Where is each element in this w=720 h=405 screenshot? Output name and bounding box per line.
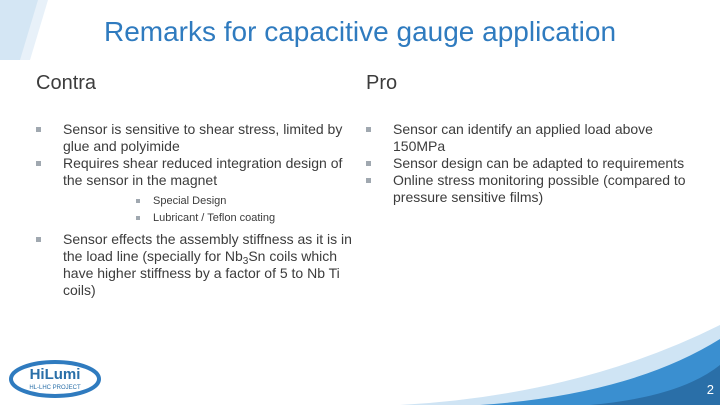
sub-bullet-icon xyxy=(136,199,140,203)
pro-list xyxy=(366,121,696,206)
slide-title: Remarks for capacitive gauge application xyxy=(103,16,617,47)
pro-item-text: Sensor can identify an applied load above 150MPa xyxy=(393,121,653,154)
logo-subtext: HL-LHC PROJECT xyxy=(29,385,81,391)
pro-item-text: Sensor design can be adapted to requirements xyxy=(393,155,685,171)
hilumi-logo xyxy=(8,358,103,400)
bullet-icon xyxy=(36,127,41,132)
bullet-icon xyxy=(36,161,41,166)
contra-subitem xyxy=(63,210,356,227)
contra-item3-post: Sn coils which have higher stiffness by a factor of 5 to Nb Ti coils) xyxy=(63,248,340,298)
contra-subitem-text: Lubricant / Teflon coating xyxy=(153,212,276,224)
contra-subitem xyxy=(63,193,356,210)
bullet-icon xyxy=(366,161,371,166)
contra-item xyxy=(36,155,356,227)
pro-item xyxy=(366,172,696,206)
pro-item xyxy=(366,121,696,155)
contra-item3-pre: Sensor effects the assembly stiffness as it is in the load line (specially for Nb xyxy=(63,231,352,264)
pro-item xyxy=(366,155,696,172)
page-number: 2 xyxy=(706,382,714,397)
contra-item-text: Sensor is sensitive to shear stress, limited by glue and polyimide xyxy=(63,121,343,154)
bullet-icon xyxy=(366,127,371,132)
contra-subitem-text: Special Design xyxy=(153,195,227,207)
pro-item-text: Online stress monitoring possible (compared to pressure sensitive films) xyxy=(393,172,686,205)
contra-sublist xyxy=(63,193,356,227)
pro-heading: Pro xyxy=(366,72,398,94)
contra-item xyxy=(36,231,356,299)
contra-item3-sub: 3 xyxy=(242,256,249,267)
bullet-icon xyxy=(366,178,371,183)
bullet-icon xyxy=(36,237,41,242)
contra-heading: Contra xyxy=(36,72,97,94)
bottom-right-band-decoration xyxy=(360,325,720,405)
contra-list xyxy=(36,121,356,299)
contra-item-text: Requires shear reduced integration design of the sensor in the magnet xyxy=(63,155,343,188)
sub-bullet-icon xyxy=(136,216,140,220)
contra-item xyxy=(36,121,356,155)
logo-text: HiLumi xyxy=(29,366,81,383)
